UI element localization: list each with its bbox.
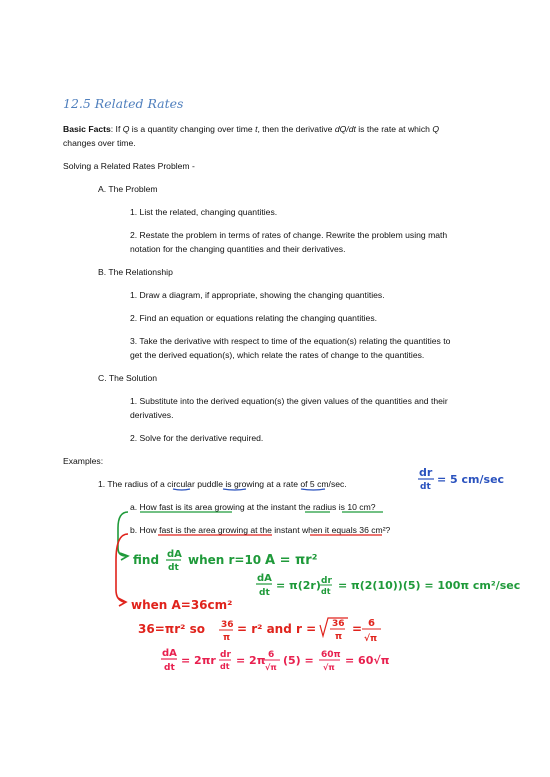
step-c1-line1: 1. Substitute into the derived equation(s) the given values of the quantities and their — [130, 396, 448, 406]
var-dqdt: dQ/dt — [334, 124, 356, 134]
svg-text:= 60√π: = 60√π — [345, 654, 390, 667]
svg-text:36: 36 — [221, 620, 234, 630]
page-title: 12.5 Related Rates — [63, 96, 184, 111]
var-t: t — [255, 124, 258, 134]
svg-text:dr: dr — [419, 466, 433, 479]
svg-text:dr: dr — [321, 576, 332, 586]
when-line-ink — [131, 598, 232, 612]
svg-text:dt: dt — [259, 588, 270, 598]
svg-text:= 2πr: = 2πr — [181, 654, 216, 667]
step-b2: 2. Find an equation or equations relating the changing quantities. — [130, 313, 378, 323]
step-b3-line1: 3. Take the derivative with respect to time of the equation(s) relating the quantities to — [130, 336, 451, 346]
find-line-ink — [133, 549, 317, 573]
svg-text:dt: dt — [164, 663, 175, 673]
basic-facts-line2: changes over time. — [63, 138, 136, 148]
text-span: is a quantity changing over time — [129, 124, 256, 134]
svg-text:√π: √π — [323, 663, 335, 672]
blue-underlines — [173, 489, 325, 490]
svg-text:√π: √π — [265, 663, 277, 672]
svg-text:dt: dt — [168, 563, 179, 573]
example-1b: b. How fast is the area growing at the instant when it equals 36 cm²? — [130, 525, 391, 535]
svg-text:when r=10: when r=10 — [188, 553, 262, 567]
solving-heading: Solving a Related Rates Problem - — [63, 161, 195, 171]
svg-text:= π(2r): = π(2r) — [276, 579, 321, 592]
text-span: , then the derivative — [257, 124, 335, 134]
svg-text:dt: dt — [220, 662, 230, 671]
text-span: is the rate at which — [355, 124, 433, 134]
svg-text:π: π — [223, 633, 231, 643]
section-a-heading: A. The Problem — [98, 184, 158, 194]
svg-text:= 5 cm/sec: = 5 cm/sec — [437, 473, 505, 486]
svg-text:dA: dA — [167, 549, 182, 560]
svg-text:π: π — [335, 632, 343, 642]
svg-text:√π: √π — [364, 634, 378, 644]
svg-text:= 2π: = 2π — [236, 654, 266, 667]
var-q: Q — [122, 124, 130, 134]
step-b3-line2: get the derived equation(s), which relate the rates of change to the quantities. — [130, 350, 425, 360]
final-line-ink — [161, 648, 390, 673]
red-bracket-arrow — [116, 534, 128, 602]
svg-text:=: = — [352, 622, 363, 636]
svg-text:6: 6 — [368, 618, 375, 629]
step-b1: 1. Draw a diagram, if appropriate, showing the changing quantities. — [130, 290, 385, 300]
solve-line-ink — [138, 618, 381, 644]
svg-text:= r² and r =: = r² and r = — [237, 622, 317, 636]
example-1a: a. How fast is its area growing at the instant the radius is 10 cm? — [130, 502, 376, 512]
svg-text:dA: dA — [162, 648, 177, 659]
basic-facts-label: Basic Facts — [63, 124, 111, 134]
step-c2: 2. Solve for the derivative required. — [130, 433, 264, 443]
text-span: : If — [110, 124, 123, 134]
step-a1: 1. List the related, changing quantities. — [130, 207, 278, 217]
svg-text:6: 6 — [268, 650, 275, 660]
svg-text:dt: dt — [420, 482, 431, 492]
svg-text:36=πr² so: 36=πr² so — [138, 622, 205, 636]
svg-text:dr: dr — [220, 650, 231, 660]
given-rate-ink — [418, 466, 504, 492]
underline-growing — [301, 489, 325, 490]
svg-text:(5) =: (5) = — [283, 654, 314, 667]
section-c-heading: C. The Solution — [98, 373, 158, 383]
svg-text:= π(2(10))(5) = 100π cm²/sec: = π(2(10))(5) = 100π cm²/sec — [338, 579, 521, 592]
examples-heading: Examples: — [63, 456, 104, 466]
example-1-statement: 1. The radius of a circular puddle is growing at a rate of 5 cm/sec. — [98, 479, 347, 489]
section-b-heading: B. The Relationship — [98, 267, 173, 277]
svg-text:find: find — [133, 553, 160, 567]
svg-text:when A=36cm²: when A=36cm² — [131, 598, 233, 612]
svg-text:dA: dA — [257, 573, 272, 584]
step-a2-line1: 2. Restate the problem in terms of rates of change. Rewrite the problem using math — [130, 230, 448, 240]
svg-text:60π: 60π — [321, 650, 341, 660]
step-a2-line2: notation for the changing quantities and their derivatives. — [130, 244, 346, 254]
svg-text:A = πr²: A = πr² — [265, 553, 318, 568]
derivative-line-ink — [256, 573, 520, 598]
svg-text:dt: dt — [321, 587, 331, 596]
underline-radius — [173, 489, 190, 490]
step-c1-line2: derivatives. — [130, 410, 174, 420]
var-q: Q — [432, 124, 439, 134]
svg-text:36: 36 — [332, 619, 345, 629]
underline-circular — [223, 489, 246, 490]
